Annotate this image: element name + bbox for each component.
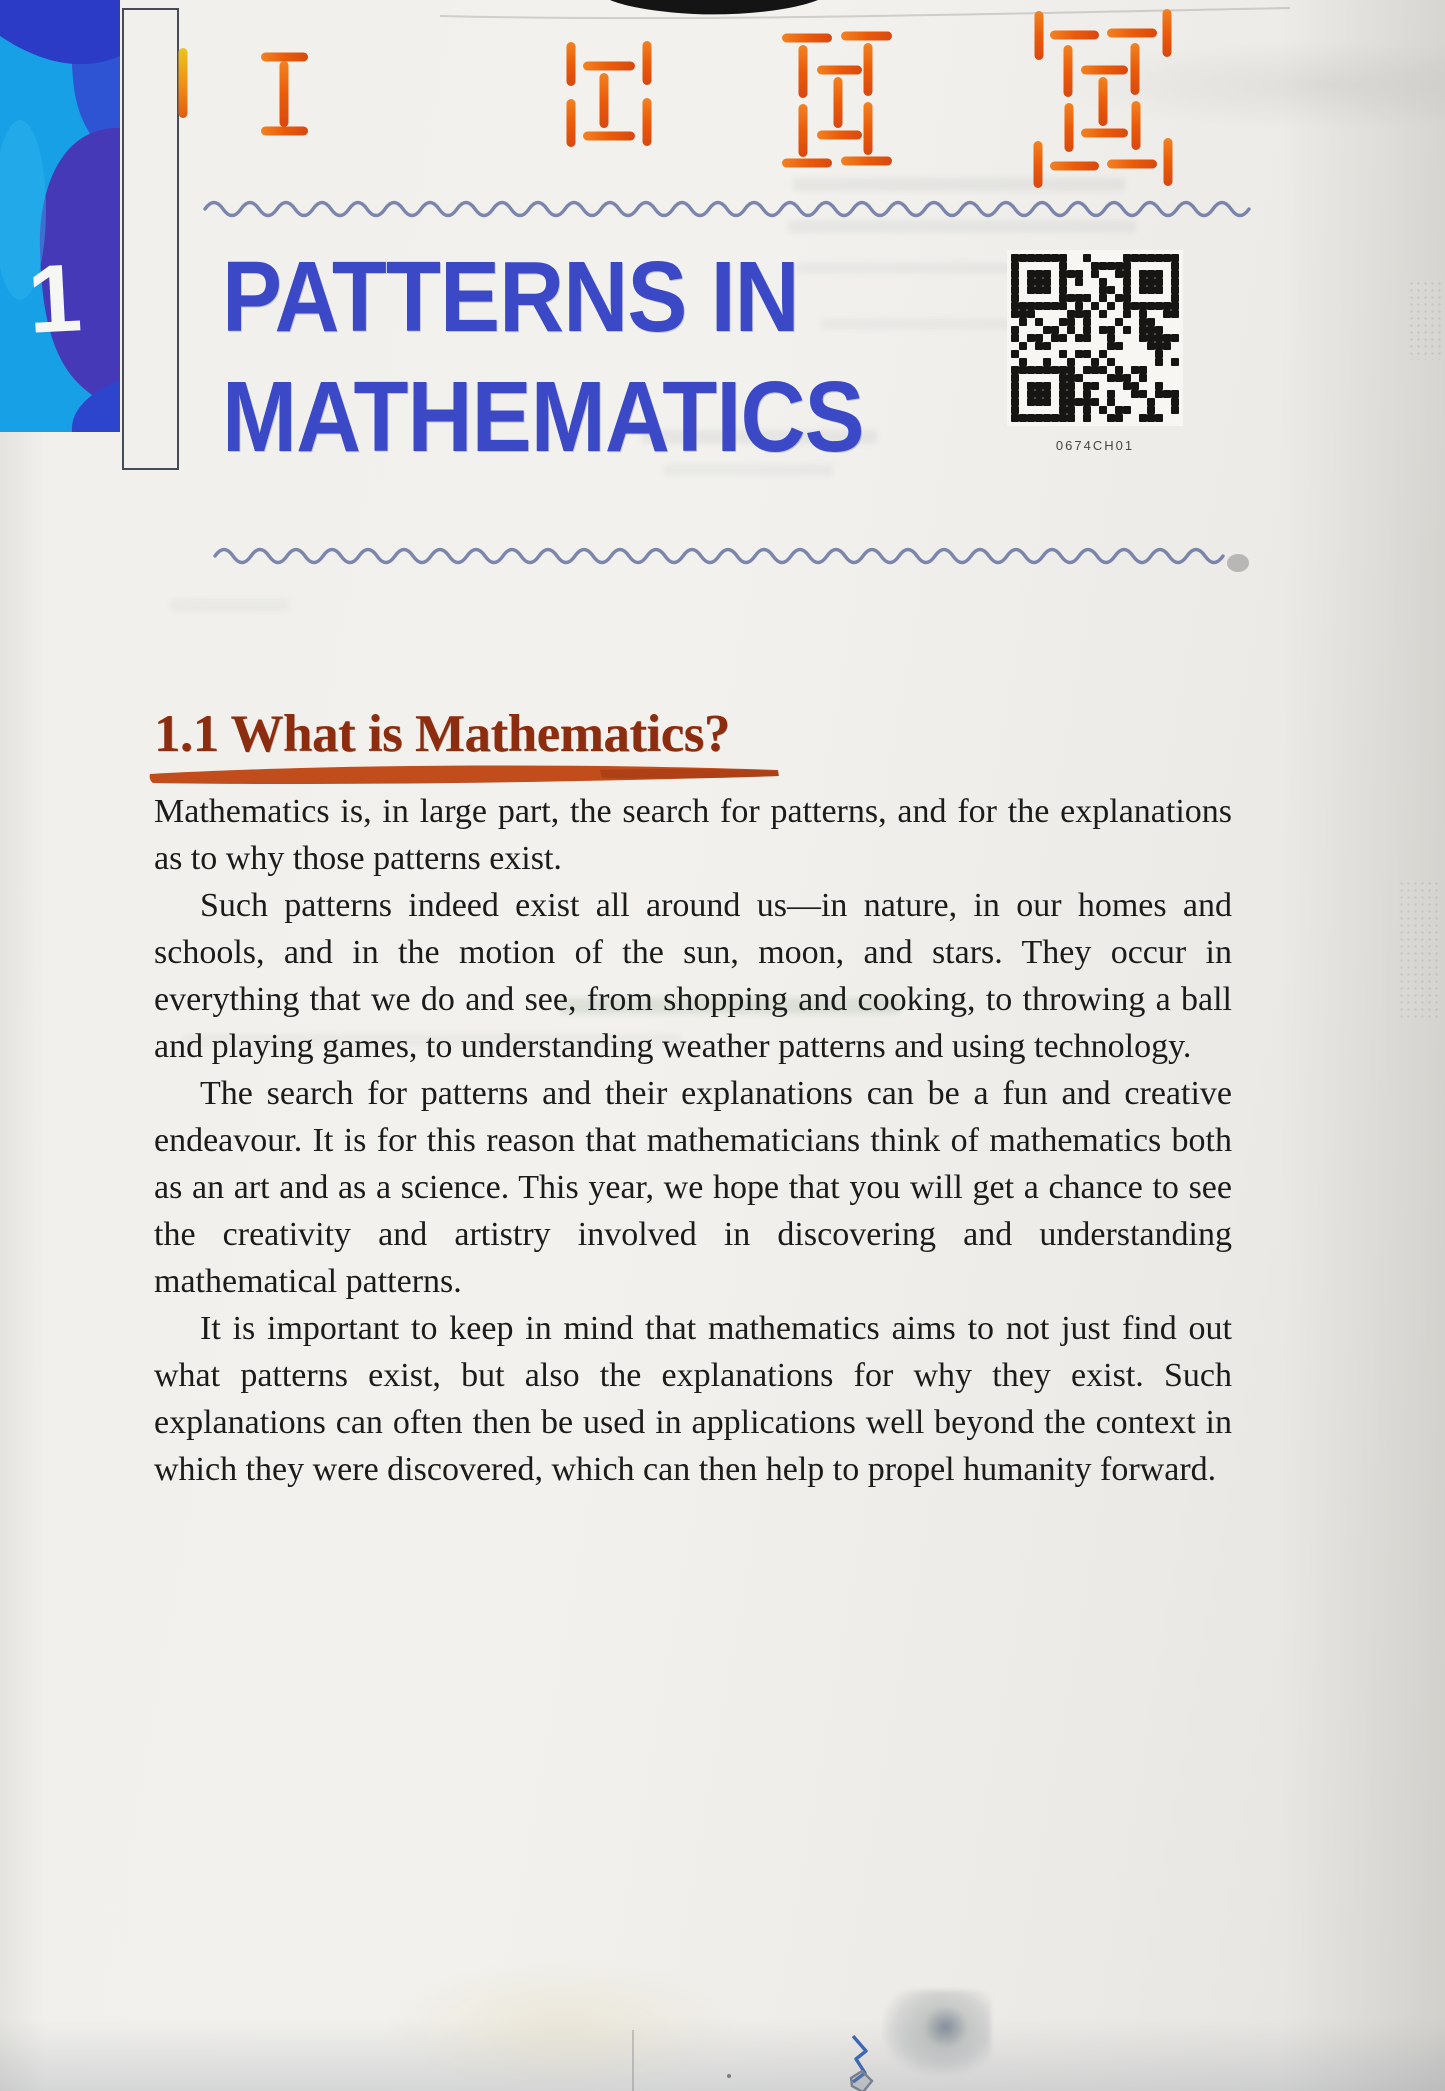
paragraph: Mathematics is, in large part, the search for patterns, and for the explanations as to why those patterns exist.: [154, 793, 1232, 877]
paragraph: It is important to keep in mind that mathematics aims to not just find out what patterns exist, but also the explanations for why they exist. Such explanations can often then be used in applications well beyond the context in which they were discovered, which can then help to propel humanity forward.: [154, 1310, 1232, 1488]
chapter-number: 1: [25, 244, 85, 354]
page-gutter-shadow: [0, 430, 46, 2091]
paragraph: The search for patterns and their explanations can be a fun and creative endeavour. It is for this reason that mathematicians think of mathematics both as an art and as a science. This year, we hope that you will get a chance to see the creativity and artistry involved in discovering and understanding mathematical patterns.: [154, 1075, 1232, 1300]
brush-underline: [150, 765, 779, 784]
speck: [727, 2074, 731, 2078]
qr-code: [1007, 250, 1183, 426]
paper-crease: [632, 2030, 634, 2091]
wavy-divider-top: [205, 203, 1249, 216]
chapter-title-line2: MATHEMATICS: [222, 361, 864, 473]
halftone-dots: [1398, 880, 1442, 1020]
ink-smudge-core: [924, 2006, 968, 2048]
paper-stain: [380, 1960, 740, 2090]
bleedthrough-ghost: [170, 598, 290, 612]
bleedthrough-ghost: [788, 220, 1136, 233]
section-heading: 1.1 What is Mathematics?: [154, 705, 730, 763]
chapter-badge: [0, 0, 120, 432]
body-text: [154, 788, 1232, 1493]
qr-caption: 0674CH01: [1055, 438, 1135, 453]
halftone-dots: [1408, 280, 1442, 360]
smudge-dot: [1227, 554, 1249, 572]
matchstick-pattern-figure-2: [261, 53, 308, 136]
chapter-title-line1: PATTERNS IN: [222, 241, 799, 353]
matchstick-pattern-figure-1: [179, 48, 188, 118]
matchstick-pattern-figure-3: [567, 41, 652, 147]
bleedthrough-ghost: [820, 318, 1020, 330]
bleedthrough-ghost: [793, 178, 1125, 191]
paragraph: Such patterns indeed exist all around us—in nature, in our homes and schools, and in the motion of the sun, moon, and stars. They occur in everything that we do and see, from shopping and cooking, to throwing a ball and playing games, to understanding weather patterns and using technology.: [154, 887, 1232, 1065]
matchstick-pattern-figure-4: [782, 32, 892, 168]
watercolor-band: [0, 0, 120, 432]
page-fold-shadow: [1050, 40, 1445, 130]
qr-code-modules: [1011, 254, 1179, 422]
wavy-divider-bottom: [215, 550, 1223, 563]
scan-edge-artifact: [440, 0, 1290, 18]
chapter-badge-frame: [122, 8, 179, 470]
